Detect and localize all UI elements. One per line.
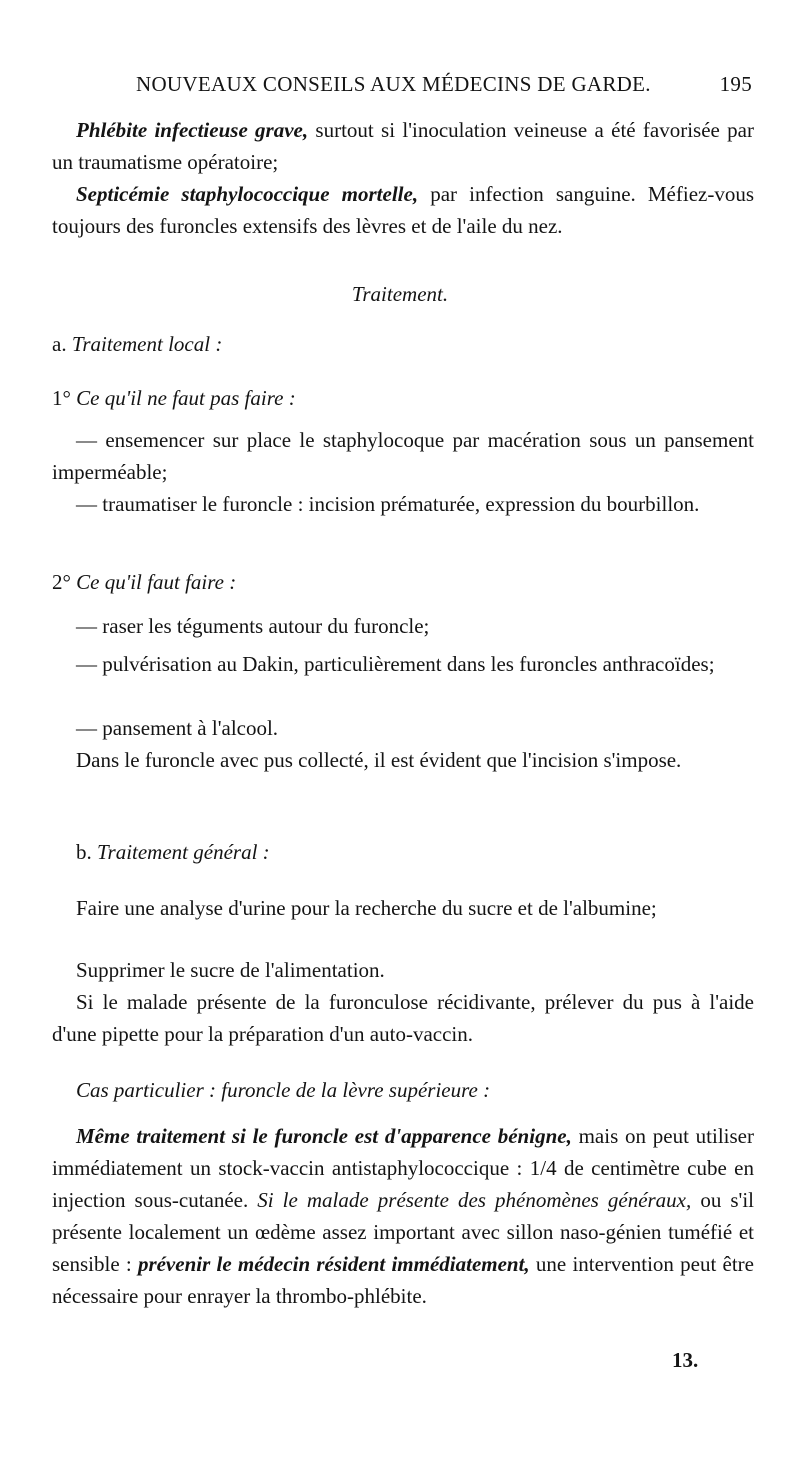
special-case-text-3: une intervention peut être nécessaire pour enrayer la thrombo-phlébite. bbox=[52, 1252, 754, 1308]
local-label: Traitement local : bbox=[71, 332, 223, 356]
special-case-text-1: mais on peut utiliser immédiatement un stock-vaccin antistaphylococcique : 1/4 de centimètre cube en injection sous-cutanée. bbox=[52, 1124, 754, 1212]
subsection-general bbox=[52, 836, 754, 868]
list-item: — pulvérisation au Dakin, particulièrement dans les furoncles anthracoïdes; bbox=[76, 652, 715, 676]
phlebite-text: surtout si l'inoculation veineuse a été favorisée par un traumatisme opératoire; bbox=[52, 118, 754, 174]
septicemie-text: par infection sanguine. Méfiez-vous toujours des furoncles extensifs des lèvres et de l'aile du nez. bbox=[52, 182, 755, 238]
paragraph-phlebite bbox=[52, 114, 754, 178]
general-line: Supprimer le sucre de l'alimentation. bbox=[76, 958, 385, 982]
paragraph-special-case bbox=[52, 1120, 754, 1312]
special-case-em-2: Si le malade présente des phénomènes généraux, bbox=[257, 1188, 692, 1212]
general-letter: b. bbox=[76, 840, 92, 864]
special-case-text-2: ou s'il présente localement un œdème assez important avec sillon naso-génien tuméfié et sensible : bbox=[52, 1188, 754, 1276]
page-number: 195 bbox=[719, 72, 752, 96]
list-item: — ensemencer sur place le staphylocoque par macération sous un pansement imperméable; bbox=[52, 428, 754, 484]
faire-label: Ce qu'il faut faire : bbox=[76, 570, 237, 594]
header-title: NOUVEAUX CONSEILS AUX MÉDECINS DE GARDE. bbox=[136, 72, 651, 96]
phlebite-term: Phlébite infectieuse grave, bbox=[76, 118, 309, 142]
list-item: — pansement à l'alcool. bbox=[76, 716, 279, 740]
general-line: Faire une analyse d'urine pour la recherche du sucre et de l'albumine; bbox=[76, 896, 657, 920]
local-letter: a. bbox=[52, 332, 67, 356]
section-heading: Traitement. bbox=[351, 282, 449, 306]
list-item: — raser les téguments autour du furoncle; bbox=[76, 614, 430, 638]
paragraph-septicemie bbox=[52, 178, 754, 242]
faire-number: 2° bbox=[52, 570, 71, 594]
pas-faire-label: Ce qu'il ne faut pas faire : bbox=[76, 386, 296, 410]
list-item: — traumatiser le furoncle : incision prématurée, expression du bourbillon. bbox=[76, 492, 700, 516]
heading-pas-faire bbox=[52, 382, 754, 414]
paragraph-pus: Dans le furoncle avec pus collecté, il est évident que l'incision s'impose. bbox=[76, 748, 682, 772]
heading-faire bbox=[52, 566, 754, 598]
signature-mark: 13. bbox=[672, 1348, 699, 1372]
special-case-heading: Cas particulier : furoncle de la lèvre supérieure : bbox=[76, 1078, 491, 1102]
subsection-local bbox=[52, 328, 754, 360]
general-label: Traitement général : bbox=[97, 840, 270, 864]
special-case-em-3: prévenir le médecin résident immédiatement, bbox=[137, 1252, 530, 1276]
special-case-em-1: Même traitement si le furoncle est d'apparence bénigne, bbox=[76, 1124, 572, 1148]
general-line: Si le malade présente de la furonculose récidivante, prélever du pus à l'aide d'une pipette pour la préparation d'un auto-vaccin. bbox=[52, 990, 754, 1046]
pas-faire-number: 1° bbox=[52, 386, 71, 410]
septicemie-term: Septicémie staphylococcique mortelle, bbox=[76, 182, 419, 206]
